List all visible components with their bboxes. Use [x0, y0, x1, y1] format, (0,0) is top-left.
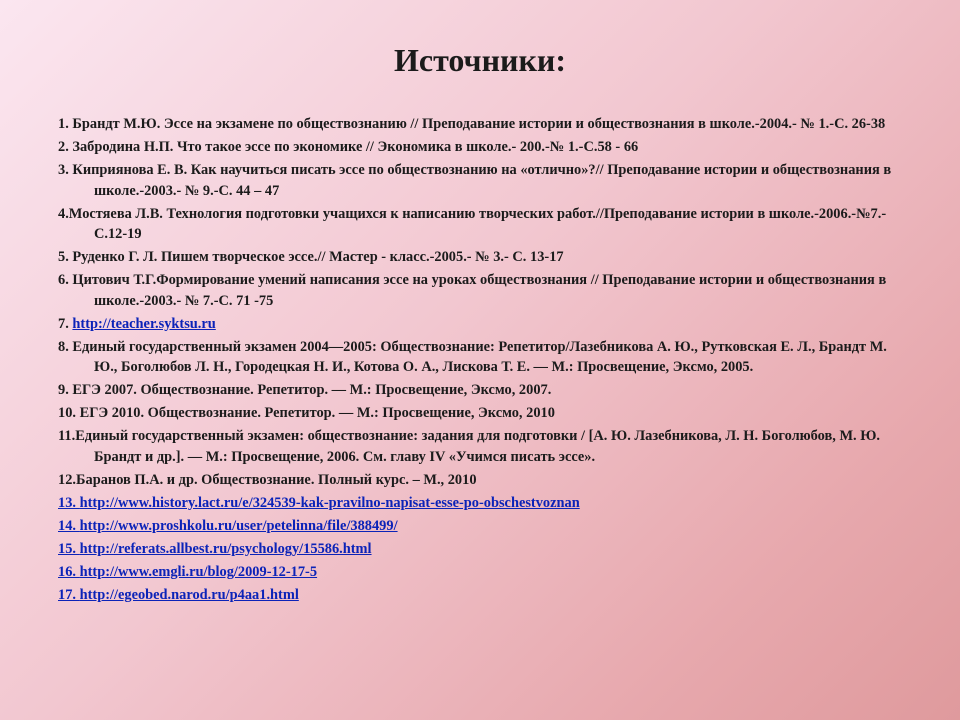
source-item-7 [58, 314, 908, 335]
source-number: 8. [58, 338, 69, 355]
source-text: Забродина Н.П. Что такое эссе по экономике // Экономика в школе.- 200.-№ 1.-С.58 - 66 [68, 139, 639, 155]
source-text: Единый государственный экзамен 2004—2005: Обществознание: Репетитор/Лазебникова А. Ю., Рутковская Е. Л., Брандт М. Ю., Боголюбов Л. Н., Городецкая Н. И., Котова О. А., Лискова Т. Е. — М.: Просвещение, Эксмо, 2005. [68, 338, 887, 375]
source-link[interactable]: http://teacher.syktsu.ru [72, 315, 216, 332]
source-item-14 [58, 516, 908, 537]
source-number: 3. [58, 162, 69, 178]
source-number: 17. [58, 586, 76, 603]
source-item-10 [58, 403, 908, 424]
source-link-url: http://www.proshkolu.ru/user/petelinna/file/388499/ [79, 517, 398, 534]
source-number: 15. [58, 540, 76, 557]
source-link-url: http://www.history.lact.ru/e/324539-kak-pravilno-napisat-esse-po-obschestvoznan [79, 494, 580, 511]
source-number: 14. [58, 517, 76, 534]
source-item-1 [58, 114, 908, 135]
source-text: Баранов П.А. и др. Обществознание. Полный курс. – М., 2010 [76, 471, 477, 488]
source-text: ЕГЭ 2010. Обществознание. Репетитор. — М.: Просвещение, Эксмо, 2010 [76, 405, 555, 421]
source-text: ЕГЭ 2007. Обществознание. Репетитор. — М.: Просвещение, Эксмо, 2007. [68, 382, 552, 398]
source-text: Единый государственный экзамен: обществознание: задания для подготовки / [А. Ю. Лазебникова, Л. Н. Боголюбов, М. Ю. Брандт и др.]. — М.: Просвещение, 2006. См. главу IV «Учимся писать эссе». [75, 428, 881, 465]
source-link[interactable] [58, 518, 398, 534]
source-item-11 [58, 426, 908, 467]
source-number: 6. [58, 272, 69, 288]
source-item-12 [58, 470, 908, 491]
page-title: Источники: [393, 42, 566, 78]
source-number: 10. [58, 405, 76, 421]
source-link[interactable] [58, 564, 317, 580]
source-item-17 [58, 585, 908, 606]
source-text: Мостяева Л.В. Технология подготовки учащихся к написанию творческих работ.//Преподавание истории в школе.-2006.-№7.-С.12-19 [68, 205, 887, 242]
source-number: 7. [58, 315, 69, 332]
source-link-url: http://egeobed.narod.ru/p4aa1.html [79, 586, 299, 603]
source-number: 13. [58, 494, 76, 511]
source-number: 11. [58, 428, 76, 444]
source-link[interactable] [58, 587, 299, 603]
source-item-6 [58, 270, 908, 311]
source-item-2 [58, 137, 908, 158]
source-text: Руденко Г. Л. Пишем творческое эссе.// Мастер - класс.-2005.- № 3.- С. 13-17 [68, 249, 564, 265]
source-link[interactable] [58, 495, 580, 511]
source-item-3 [58, 160, 908, 201]
source-item-9 [58, 380, 908, 401]
source-number: 9. [58, 382, 69, 398]
source-item-13 [58, 493, 908, 514]
source-number: 12. [58, 471, 76, 488]
source-text: Брандт М.Ю. Эссе на экзамене по обществознанию // Преподавание истории и обществознания в школе.-2004.- № 1.-С. 26-38 [68, 116, 886, 132]
source-number: 1. [58, 116, 69, 132]
source-text: Киприянова Е. В. Как научиться писать эссе по обществознанию на «отлично»?// Преподавание истории и обществознания в школе.-2003.- № 9.-С. 44 – 47 [68, 162, 892, 199]
source-item-16 [58, 562, 908, 583]
source-item-5 [58, 247, 908, 268]
source-link-url: http://www.emgli.ru/blog/2009-12-17-5 [79, 563, 318, 580]
source-number: 16. [58, 563, 76, 580]
source-link-url: http://referats.allbest.ru/psychology/15586.html [79, 540, 372, 557]
source-number: 4. [58, 205, 69, 222]
sources-list [58, 114, 908, 608]
source-item-15 [58, 539, 908, 560]
source-link[interactable] [58, 541, 372, 557]
source-item-4 [58, 204, 908, 245]
source-number: 2. [58, 139, 69, 155]
source-number: 5. [58, 249, 69, 265]
source-item-8 [58, 337, 908, 378]
source-text: Цитович Т.Г.Формирование умений написания эссе на уроках обществознания // Преподавание истории и обществознания в школе.-2003.- № 7.-С. 71 -75 [68, 272, 887, 309]
